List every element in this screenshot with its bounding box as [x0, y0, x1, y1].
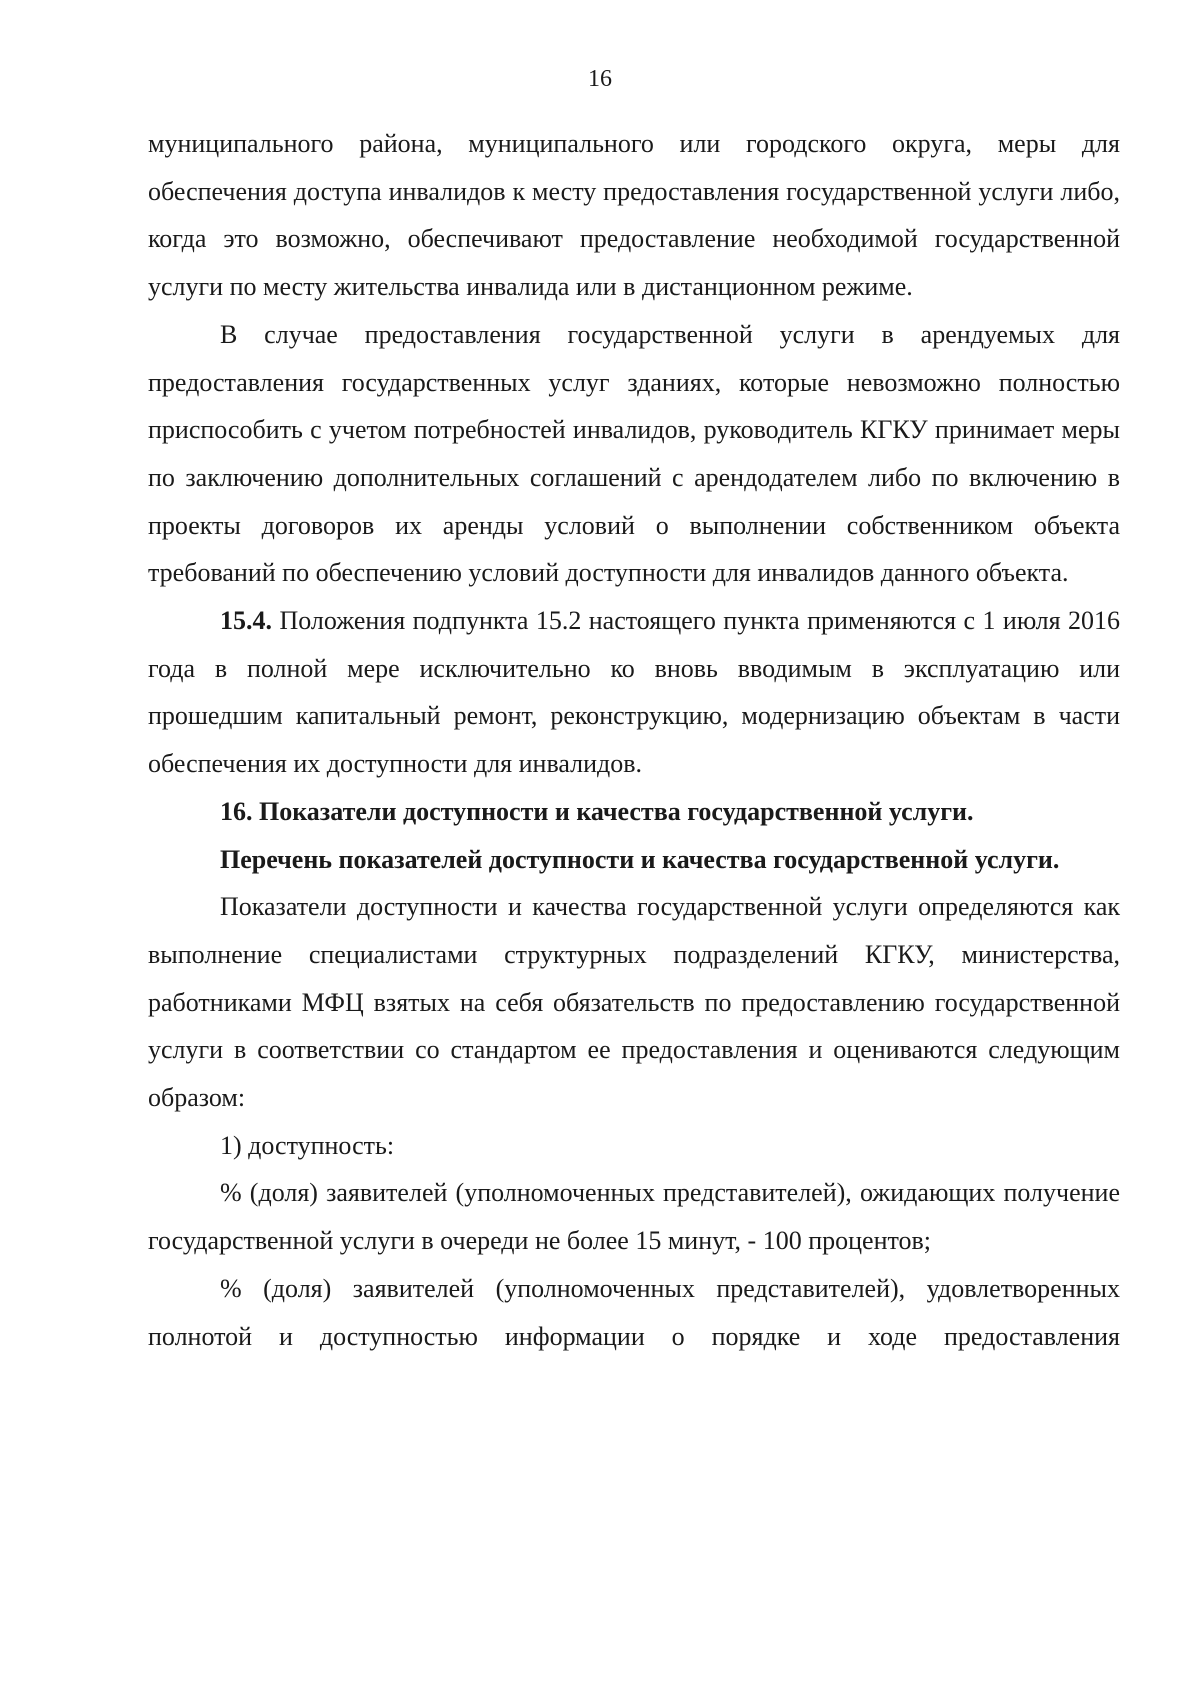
section-heading-16: 16. Показатели доступности и качества государственной услуги.: [220, 796, 974, 826]
clause-number: 15.4.: [220, 606, 272, 636]
page-number: 16: [588, 66, 612, 92]
paragraph-rented-buildings: В случае предоставления государственной услуги в арендуемых для предоставления государственных услуг зданиях, которые невозможно полностью приспособить с учетом потребностей инвалидов, руководитель КГКУ принимает меры по заключению дополнительных соглашений с арендодателем либо по включению в проекты договоров их аренды условий о выполнении собственником объекта требований по обеспечению условий доступности для инвалидов данного объекта.: [148, 319, 1120, 588]
paragraph-continuation: муниципального района, муниципального или городского округа, меры для обеспечения доступа инвалидов к месту предоставления государственной услуги либо, когда это возможно, обеспечивают предоставление необходимой государственной услуги по месту жительства инвалида или в дистанционном режиме.: [148, 129, 1120, 302]
list-item-accessibility: 1) доступность:: [220, 1130, 395, 1160]
paragraph-satisfied-share: % (доля) заявителей (уполномоченных представителей), удовлетворенных полнотой и доступностью информации о порядке и ходе предоставления: [148, 1273, 1120, 1351]
section-subheading: Перечень показателей доступности и качества государственной услуги.: [220, 844, 1060, 874]
paragraph-15-4: [148, 597, 1120, 788]
paragraph-queue-share: % (доля) заявителей (уполномоченных представителей), ожидающих получение государственной услуги в очереди не более 15 минут, - 100 процентов;: [148, 1178, 1120, 1256]
clause-text: Положения подпункта 15.2 настоящего пункта применяются с 1 июля 2016 года в полной мере исключительно ко вновь вводимым в эксплуатацию или прошедшим капитальный ремонт, реконструкцию, модернизацию объектам в части обеспечения их доступности для инвалидов.: [148, 606, 1121, 779]
document-body: [148, 120, 1120, 1360]
paragraph-indicators: Показатели доступности и качества государственной услуги определяются как выполнение специалистами структурных подразделений КГКУ, министерства, работниками МФЦ взятых на себя обязательств по предоставлению государственной услуги в соответствии со стандартом ее предоставления и оцениваются следующим образом:: [148, 892, 1120, 1113]
